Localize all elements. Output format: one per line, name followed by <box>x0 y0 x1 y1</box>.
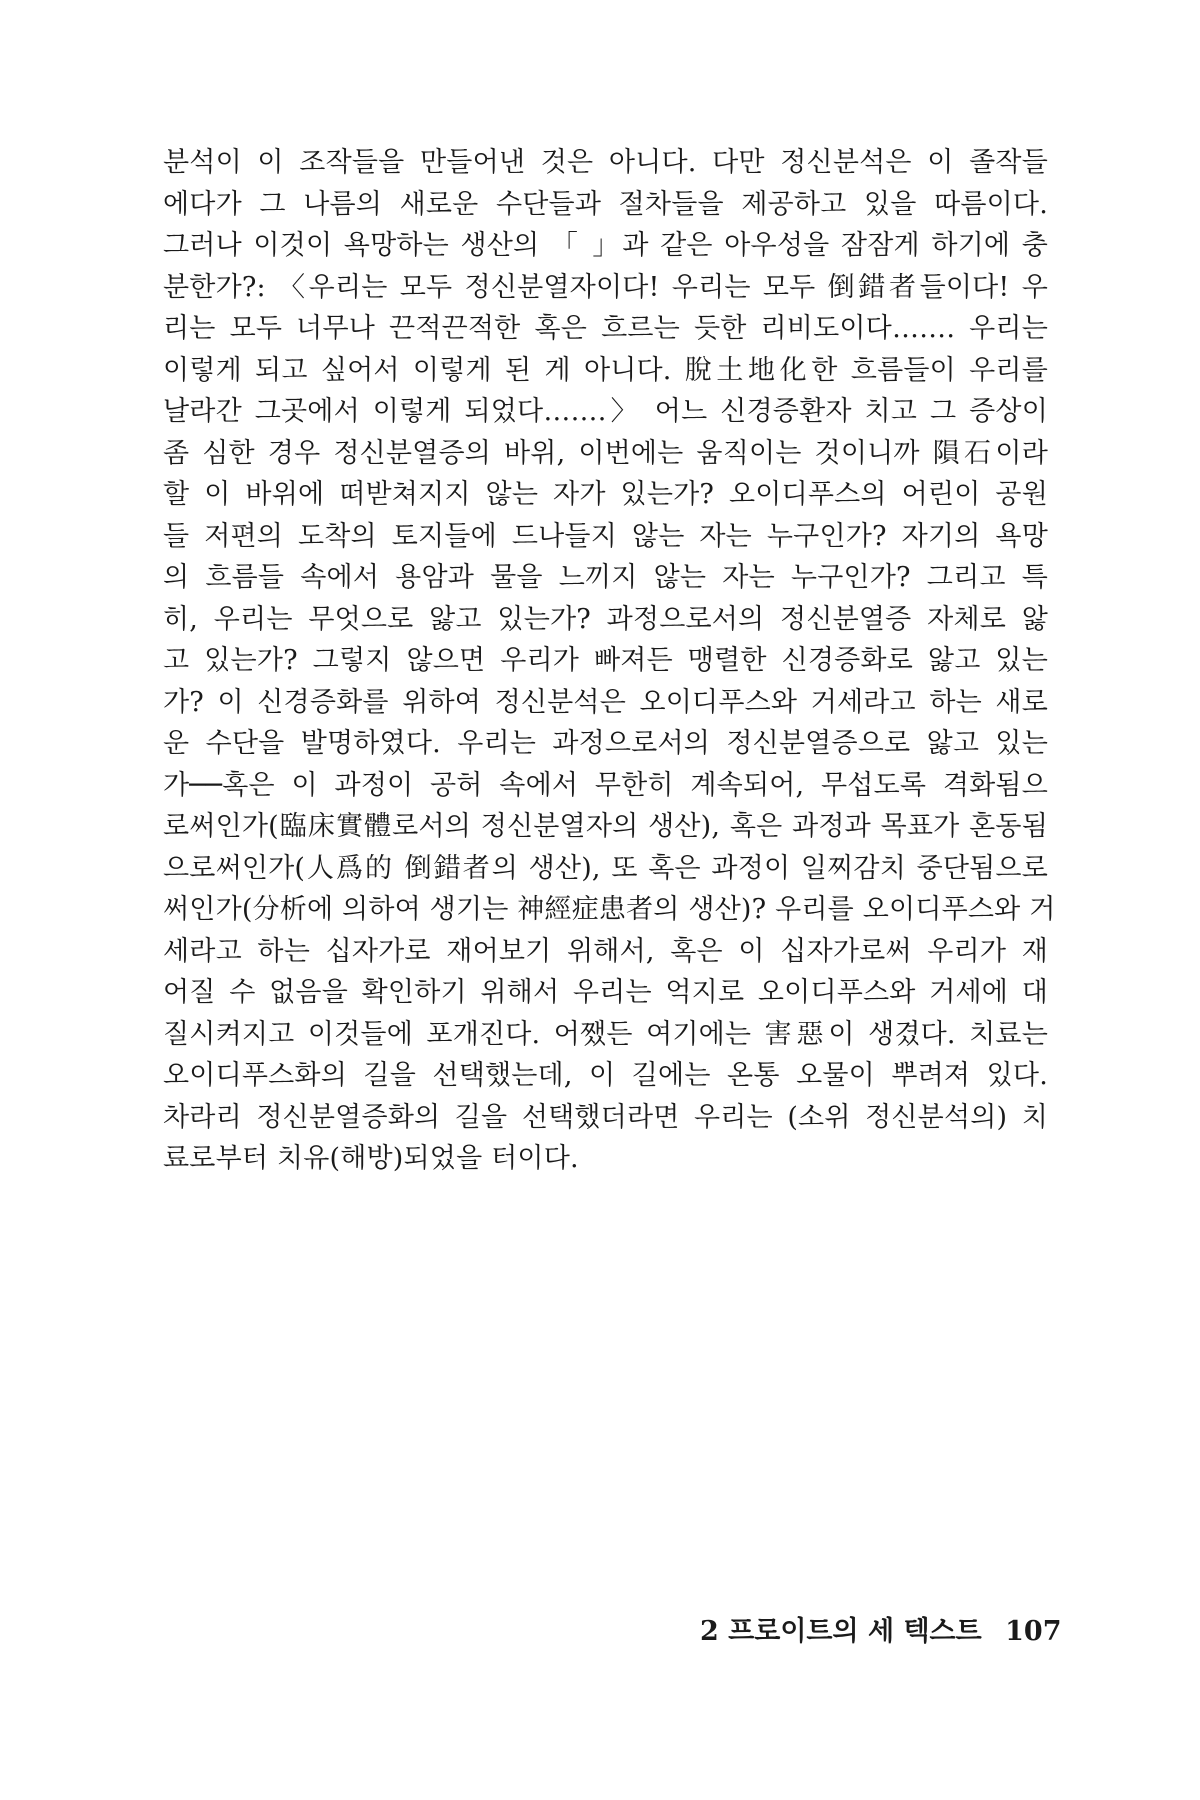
text-line: 그러나 이것이 욕망하는 생산의 「 」과 같은 아우성을 잠잠게 하기에 충 <box>163 230 1048 261</box>
text-line: 할 이 바위에 떠받쳐지지 않는 자가 있는가? 오이디푸스의 어린이 공원 <box>163 479 1048 510</box>
text-line: 히, 우리는 무엇으로 앓고 있는가? 과정으로서의 정신분열증 자체로 앓 <box>163 603 1048 635</box>
running-footer-title: 2 프로이트의 세 텍스트 <box>700 1616 982 1647</box>
text-line: 가──혹은 이 과정이 공허 속에서 무한히 계속되어, 무섭도록 격화됨으 <box>163 769 1048 801</box>
text-line: 분한가?: 〈우리는 모두 정신분열자이다! 우리는 모두 倒錯者들이다! 우 <box>163 271 1048 303</box>
text-line: 가? 이 신경증화를 위하여 정신분석은 오이디푸스와 거세라고 하는 새로 <box>163 686 1048 718</box>
text-line: 분석이 이 조작들을 만들어낸 것은 아니다. 다만 정신분석은 이 졸작들 <box>163 147 1048 178</box>
text-line: 로써인가(臨床實體로서의 정신분열자의 생산), 혹은 과정과 목표가 혼동됨 <box>163 811 1048 842</box>
body-text <box>163 142 1056 1180</box>
text-line: 고 있는가? 그렇지 않으면 우리가 빠져든 맹렬한 신경증화로 앓고 있는 <box>163 645 1048 676</box>
text-line: 이렇게 되고 싶어서 이렇게 된 게 아니다. 脫土地化한 흐름들이 우리를 <box>163 354 1048 386</box>
text-line: 써인가(分析에 의하여 생기는 神經症患者의 생산)? 우리를 오이디푸스와 거 <box>163 894 1056 925</box>
page-number: 107 <box>1005 1616 1062 1647</box>
text-line: 리는 모두 너무나 끈적끈적한 혹은 흐르는 듯한 리비도이다……. 우리는 <box>163 313 1048 344</box>
text-line: 료로부터 치유(해방)되었을 터이다. <box>163 1143 579 1174</box>
text-line: 날라간 그곳에서 이렇게 되었다…….〉 어느 신경증환자 치고 그 증상이 <box>163 396 1048 427</box>
text-line: 운 수단을 발명하였다. 우리는 과정으로서의 정신분열증으로 앓고 있는 <box>163 728 1048 759</box>
text-line: 좀 심한 경우 정신분열증의 바위, 이번에는 움직이는 것이니까 隕石이라 <box>163 437 1048 469</box>
text-line: 세라고 하는 십자가로 재어보기 위해서, 혹은 이 십자가로써 우리가 재 <box>163 935 1048 967</box>
text-line: 오이디푸스화의 길을 선택했는데, 이 길에는 온통 오물이 뿌려져 있다. <box>163 1060 1048 1091</box>
text-line: 차라리 정신분열증화의 길을 선택했더라면 우리는 (소위 정신분석의) 치 <box>163 1101 1048 1133</box>
text-line: 들 저편의 도착의 토지들에 드나들지 않는 자는 누구인가? 자기의 욕망 <box>163 520 1048 552</box>
text-line: 질시켜지고 이것들에 포개진다. 어쨌든 여기에는 害惡이 생겼다. 치료는 <box>163 1018 1048 1050</box>
page-footer <box>700 1612 1100 1652</box>
text-line: 어질 수 없음을 확인하기 위해서 우리는 억지로 오이디푸스와 거세에 대 <box>163 977 1048 1008</box>
text-line: 으로써인가(人爲的 倒錯者의 생산), 또 혹은 과정이 일찌감치 중단됨으로 <box>163 852 1048 884</box>
text-line: 에다가 그 나름의 새로운 수단들과 절차들을 제공하고 있을 따름이다. <box>163 188 1048 220</box>
text-line: 의 흐름들 속에서 용암과 물을 느끼지 않는 자는 누구인가? 그리고 특 <box>163 562 1048 593</box>
